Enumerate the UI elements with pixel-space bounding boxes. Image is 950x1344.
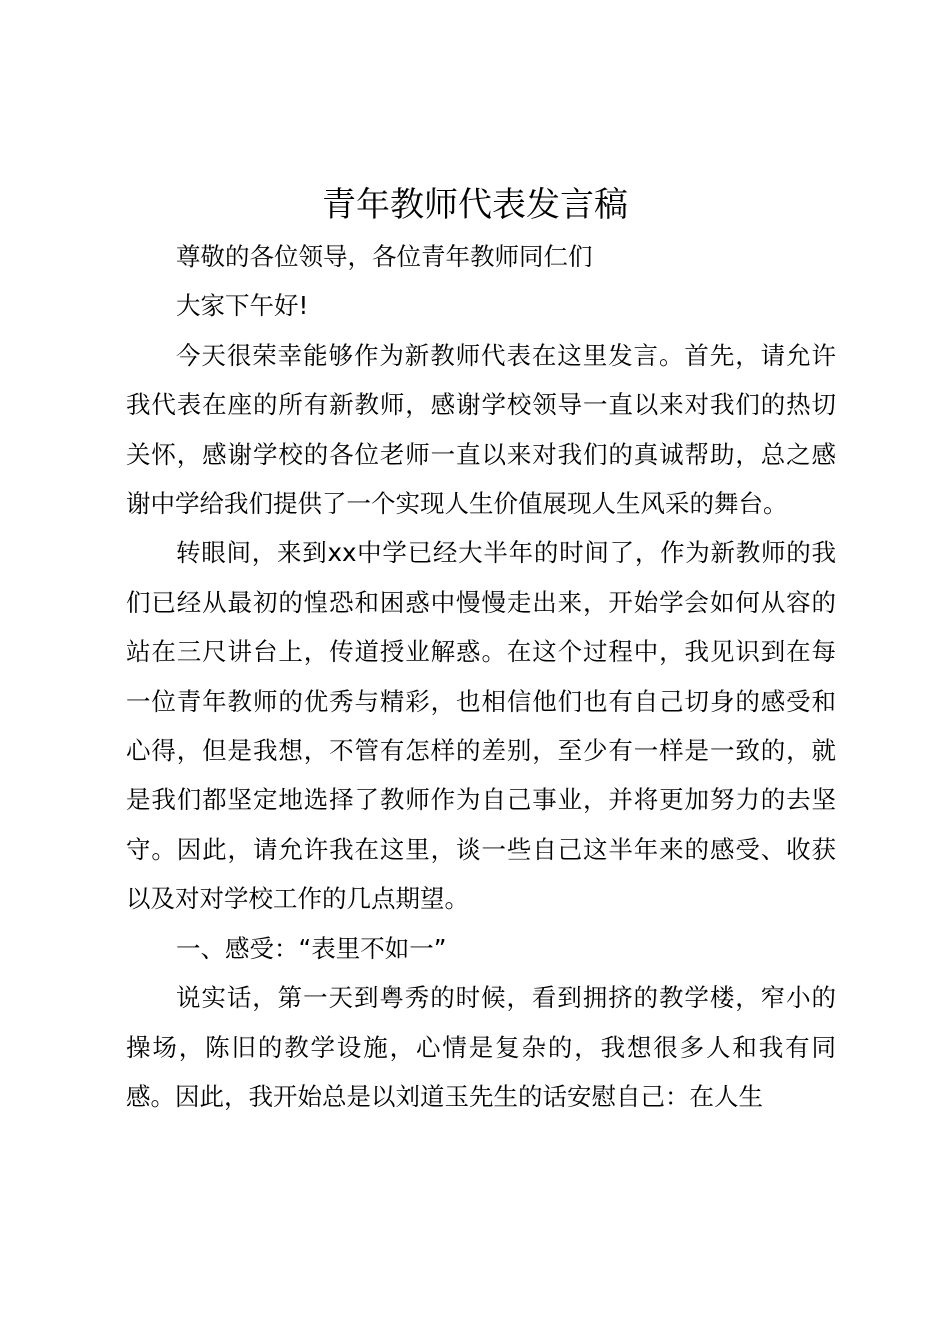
greeting: 大家下午好!	[176, 291, 309, 321]
section-heading: 一、感受：“表里不如一”	[176, 933, 447, 963]
salutation: 尊敬的各位领导，各位青年教师同仁们	[176, 242, 593, 271]
paragraph-intro: 今天很荣幸能够作为新教师代表在这里发言。首先，请允许我代表在座的所有新教师，感谢学校领导一直以来对我们的热切关怀，感谢学校的各位老师一直以来对我们的真诚帮助，总之感谢中学给我们提供了一个实现人生价值展现人生风采的舞台。	[126, 340, 836, 519]
paragraph-reflection: 转眼间，来到xx中学已经大半年的时间了，作为新教师的我们已经从最初的惶恐和困惑中慢慢走出来，开始学会如何从容的站在三尺讲台上，传道授业解惑。在这个过程中，我见识到在每一位青年教师的优秀与精彩，也相信他们也有自己切身的感受和心得，但是我想，不管有怎样的差别，至少有一样是一致的，就是我们都坚定地选择了教师作为自己事业，并将更加努力的去坚守。因此，请允许我在这里，谈一些自己这半年来的感受、收获以及对对学校工作的几点期望。	[126, 538, 836, 914]
section-paragraph: 说实话，第一天到粤秀的时候，看到拥挤的教学楼，窄小的操场，陈旧的教学设施，心情是复杂的，我想很多人和我有同感。因此，我开始总是以刘道玉先生的话安慰自己：在人生	[126, 983, 836, 1111]
document-title: 青年教师代表发言稿	[322, 185, 628, 225]
document-body	[126, 232, 836, 1121]
